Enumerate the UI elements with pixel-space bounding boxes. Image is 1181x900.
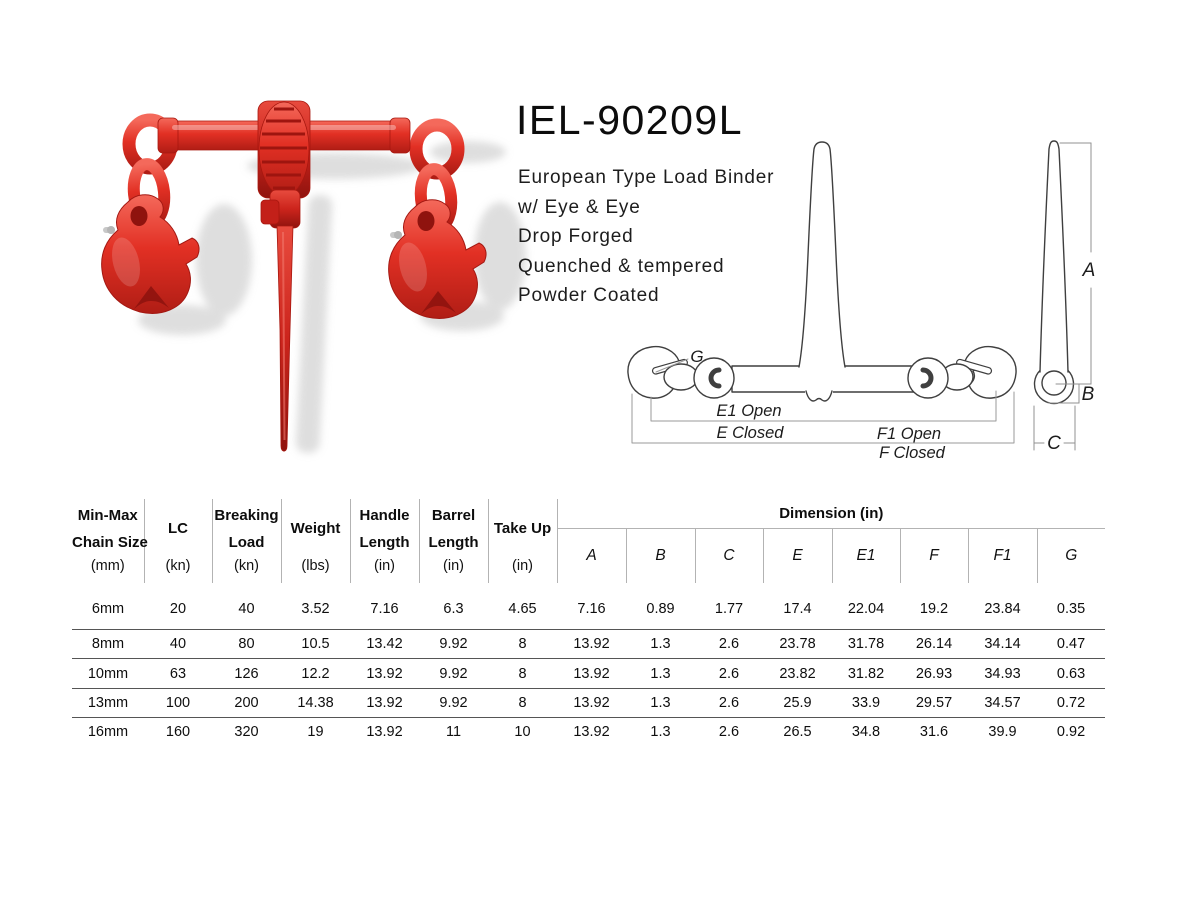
spec-table-header <box>72 499 1105 583</box>
table-cell: 19.2 <box>919 600 949 617</box>
table-cell: 26.14 <box>900 630 968 659</box>
table-cell: 13.92 <box>557 630 626 659</box>
table-cell: 8mm <box>72 630 144 659</box>
table-cell: 13mm <box>72 688 144 717</box>
description-line: Quenched & tempered <box>518 255 725 277</box>
table-cell: 1.3 <box>626 630 695 659</box>
table-cell: 1.77 <box>714 600 744 617</box>
dim-col-e1: E1 <box>832 528 900 583</box>
col-header-handle-length: Handle Length (in) <box>350 499 419 583</box>
table-cell: 10.5 <box>281 630 350 659</box>
table-row <box>72 630 1105 659</box>
table-cell: 10mm <box>72 659 144 688</box>
label-b: B <box>1081 384 1095 405</box>
table-cell: 31.78 <box>832 630 900 659</box>
table-cell: 26.5 <box>763 718 832 747</box>
table-cell: 8 <box>488 659 557 688</box>
table-cell: 10 <box>488 718 557 747</box>
table-cell: 0.47 <box>1037 630 1105 659</box>
table-cell: 3.52 <box>301 600 330 617</box>
product-model-title: IEL-90209L <box>516 97 744 143</box>
table-cell: 40 <box>238 600 255 617</box>
table-cell: 0.72 <box>1037 688 1105 717</box>
label-a: A <box>1082 260 1096 281</box>
table-row <box>72 688 1105 717</box>
table-row <box>72 659 1105 688</box>
table-cell: 33.9 <box>832 688 900 717</box>
table-cell: 40 <box>144 630 212 659</box>
table-cell: 11 <box>419 718 488 747</box>
table-cell: 23.78 <box>763 630 832 659</box>
description-line: w/ Eye & Eye <box>518 196 641 218</box>
table-cell: 26.93 <box>900 659 968 688</box>
table-cell: 22.04 <box>847 600 885 617</box>
table-cell: 1.3 <box>626 659 695 688</box>
table-cell: 0.92 <box>1037 718 1105 747</box>
table-cell: 31.82 <box>832 659 900 688</box>
col-header-barrel-length: Barrel Length (in) <box>419 499 488 583</box>
dim-col-f: F <box>900 528 968 583</box>
table-cell: 160 <box>144 718 212 747</box>
table-cell: 0.35 <box>1056 600 1086 617</box>
table-cell: 2.6 <box>695 718 763 747</box>
table-cell: 2.6 <box>695 630 763 659</box>
front-handle-outline <box>799 142 845 367</box>
table-cell: 2.6 <box>695 659 763 688</box>
table-cell: 39.9 <box>968 718 1037 747</box>
label-c: C <box>1047 433 1061 454</box>
table-cell: 14.38 <box>281 688 350 717</box>
table-cell: 34.14 <box>968 630 1037 659</box>
table-cell: 29.57 <box>900 688 968 717</box>
dim-col-e: E <box>763 528 832 583</box>
table-cell: 12.2 <box>281 659 350 688</box>
col-header-weight: Weight (lbs) <box>281 499 350 583</box>
table-cell: 13.92 <box>557 659 626 688</box>
table-cell: 13.92 <box>557 718 626 747</box>
table-cell: 34.93 <box>968 659 1037 688</box>
product-description <box>518 163 774 311</box>
table-cell: 17.4 <box>783 600 812 617</box>
table-cell: 13.42 <box>350 630 419 659</box>
description-line: European Type Load Binder <box>518 167 775 188</box>
table-cell: 100 <box>144 688 212 717</box>
table-row <box>72 583 1105 630</box>
col-group-header-dimension: Dimension (in) <box>557 499 1105 528</box>
description-line: Drop Forged <box>518 226 634 247</box>
label-f1-open: F1 Open <box>876 425 942 443</box>
description-line: Powder Coated <box>518 285 660 306</box>
label-g: G <box>690 347 704 366</box>
table-cell: 63 <box>144 659 212 688</box>
dim-col-c: C <box>695 528 763 583</box>
table-cell: 25.9 <box>763 688 832 717</box>
label-f-closed: F Closed <box>879 444 945 462</box>
gear-teeth <box>260 109 307 188</box>
pawl-bumps <box>806 391 832 401</box>
table-cell: 31.6 <box>900 718 968 747</box>
table-cell: 0.89 <box>646 600 675 617</box>
table-cell: 20 <box>169 600 187 617</box>
table-cell: 23.84 <box>984 600 1021 617</box>
dim-col-b: B <box>626 528 695 583</box>
table-cell: 1.3 <box>626 718 695 747</box>
table-cell: 1.3 <box>626 688 695 717</box>
table-cell: 19 <box>281 718 350 747</box>
col-header-take-up: Take Up (in) <box>488 499 557 583</box>
table-cell: 34.8 <box>832 718 900 747</box>
product-photo <box>102 101 526 453</box>
label-e1-open: E1 Open <box>716 402 782 420</box>
spec-table-body <box>72 583 1105 747</box>
table-cell: 2.6 <box>695 688 763 717</box>
table-cell: 4.65 <box>508 600 537 617</box>
col-header-lc: LC (kn) <box>144 499 212 583</box>
table-cell: 9.92 <box>419 630 488 659</box>
dim-col-a: A <box>557 528 626 583</box>
table-cell: 7.16 <box>370 600 399 617</box>
table-cell: 9.92 <box>419 688 488 717</box>
table-cell: 9.92 <box>419 659 488 688</box>
table-cell: 8 <box>488 630 557 659</box>
table-cell: 23.82 <box>763 659 832 688</box>
table-cell: 13.92 <box>350 718 419 747</box>
table-cell: 34.57 <box>968 688 1037 717</box>
table-cell: 16mm <box>72 718 144 747</box>
spec-table <box>72 499 1105 747</box>
table-cell: 320 <box>212 718 281 747</box>
col-header-breaking-load: Breaking Load (kn) <box>212 499 281 583</box>
table-cell: 6mm <box>91 600 125 617</box>
table-cell: 7.16 <box>577 600 606 617</box>
table-cell: 8 <box>488 688 557 717</box>
ratchet-mechanism <box>258 101 310 228</box>
dim-col-f1: F1 <box>968 528 1037 583</box>
table-row <box>72 718 1105 747</box>
binder-handle <box>277 226 293 451</box>
table-cell: 13.92 <box>557 688 626 717</box>
table-cell: 6.3 <box>443 600 464 617</box>
dim-col-g: G <box>1065 546 1078 564</box>
col-header-chain-size: Min-Max Chain Size (mm) <box>72 499 144 583</box>
table-cell: 13.92 <box>350 659 419 688</box>
table-cell: 126 <box>212 659 281 688</box>
table-cell: 80 <box>212 630 281 659</box>
table-cell: 13.92 <box>350 688 419 717</box>
table-cell: 200 <box>212 688 281 717</box>
table-cell: 0.63 <box>1037 659 1105 688</box>
side-view-drawing <box>1034 141 1095 454</box>
label-e-closed: E Closed <box>716 424 784 442</box>
